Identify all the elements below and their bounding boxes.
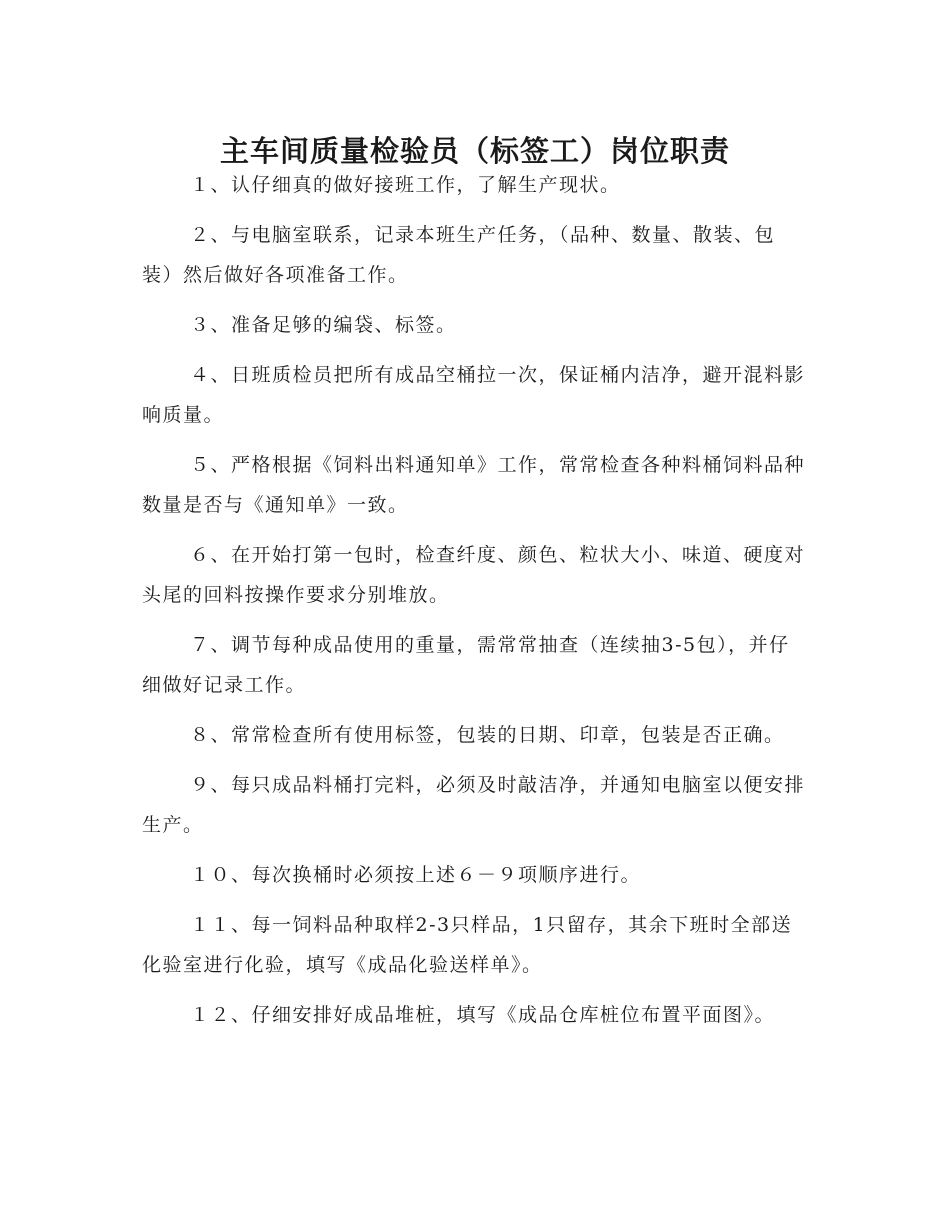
duty-item-7: ７、调节每种成品使用的重量，需常常抽查（连续抽3-5包），并仔细做好记录工作。 — [142, 634, 790, 696]
duty-item-5: ５、严格根据《饲料出料通知单》工作，常常检查各种料桶饲料品种数量是否与《通知单》一致。 — [142, 454, 806, 516]
duty-item-3: ３、准备足够的编袋、标签。 — [190, 314, 457, 336]
duty-item-4: ４、日班质检员把所有成品空桶拉一次，保证桶内洁净，避开混料影响质量。 — [142, 364, 806, 426]
duty-list — [142, 165, 806, 1045]
duty-item-10: １０、每次换桶时必须按上述６－９项顺序进行。 — [190, 864, 642, 886]
duty-item-6: ６、在开始打第一包时，检查纤度、颜色、粒状大小、味道、硬度对头尾的回料按操作要求分别堆放。 — [142, 544, 806, 606]
duty-item-12: １２、仔细安排好成品堆桩，填写《成品仓库桩位布置平面图》。 — [190, 1004, 776, 1026]
duty-item-8: ８、常常检查所有使用标签，包装的日期、印章，包装是否正确。 — [190, 724, 785, 746]
page-title: 主车间质量检验员（标签工）岗位职责 — [219, 134, 730, 169]
duty-item-9: ９、每只成品料桶打完料，必须及时敲洁净，并通知电脑室以便安排生产。 — [142, 774, 806, 836]
duty-item-11: １１、每一饲料品种取样2-3只样品，1只留存，其余下班时全部送化验室进行化验，填写《成品化验送样单》。 — [142, 914, 793, 976]
duty-item-2: ２、与电脑室联系，记录本班生产任务，（品种、数量、散装、包装）然后做好各项准备工作。 — [142, 224, 776, 286]
duty-item-1: １、认仔细真的做好接班工作，了解生产现状。 — [190, 174, 621, 196]
